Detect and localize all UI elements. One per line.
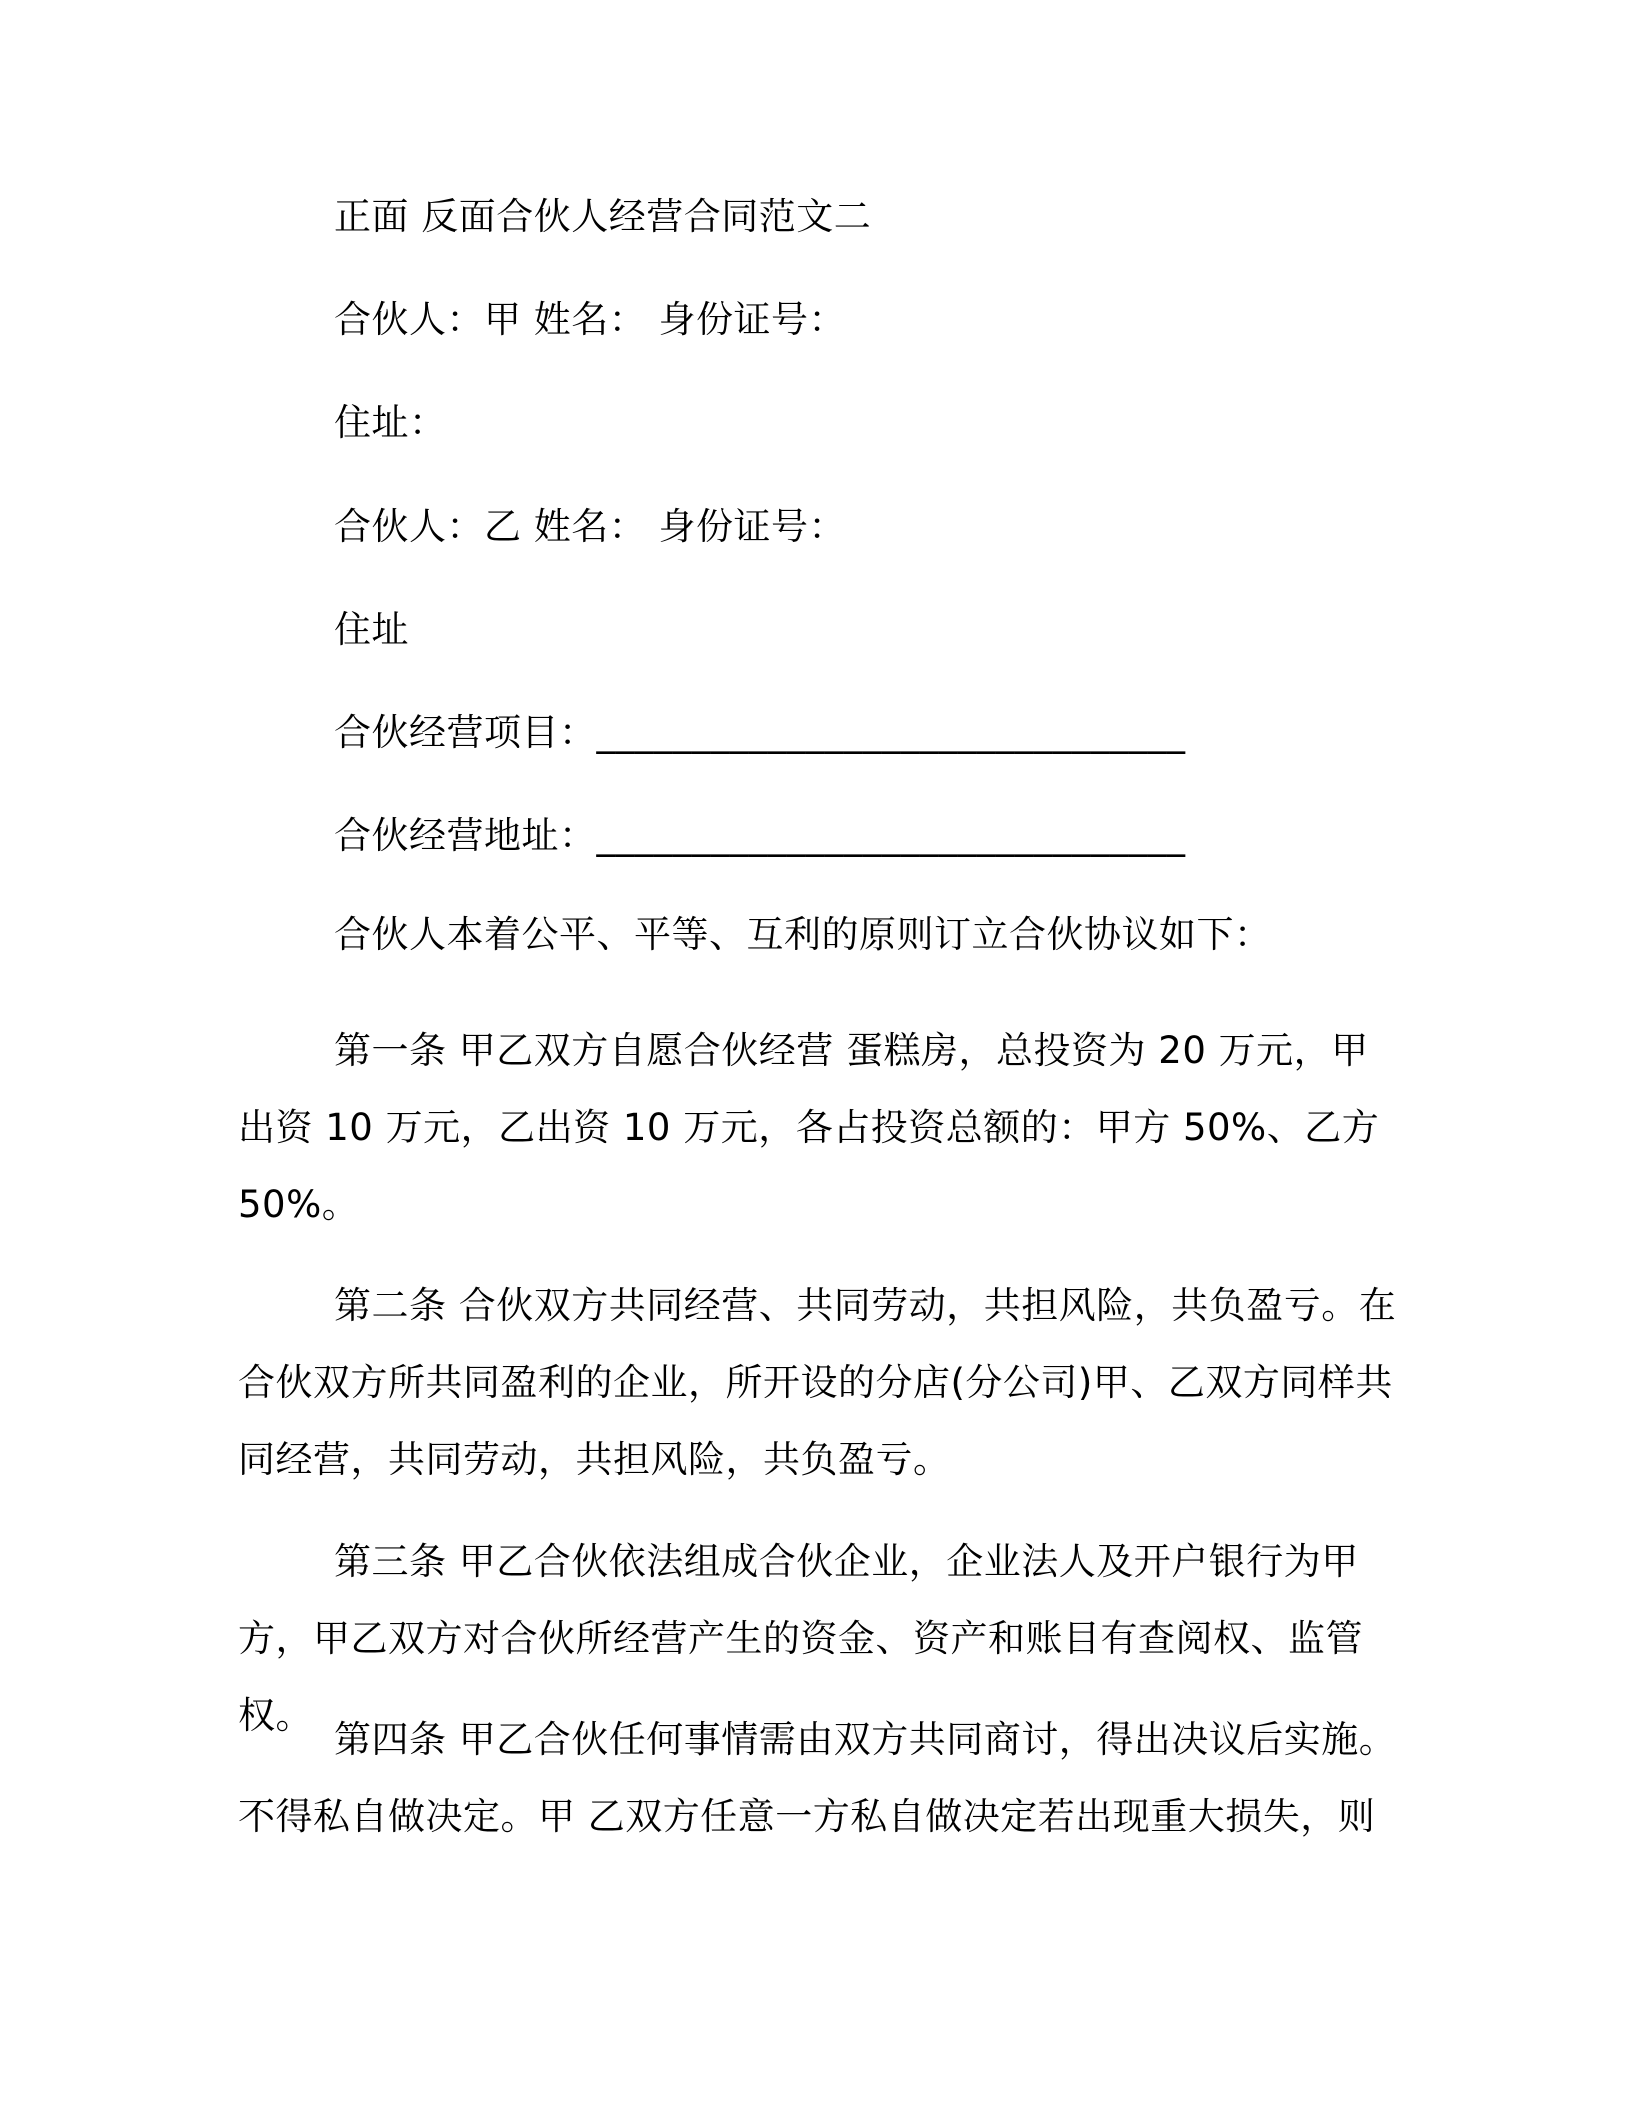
article-3: 第三条 甲乙合伙依法组成合伙企业，企业法人及开户银行为甲方，甲乙双方对合伙所经营产生的资金、资产和账目有查阅权、监管权。	[238, 1540, 1363, 1737]
intro-line: 合伙人本着公平、平等、互利的原则订立合伙协议如下：	[334, 913, 1272, 956]
article-4: 第四条 甲乙合伙任何事情需由双方共同商讨，得出决议后实施。不得私自做决定。甲 乙双方任意一方私自做决定若出现重大损失，则	[238, 1718, 1397, 1838]
article-1: 第一条 甲乙双方自愿合伙经营 蛋糕房，总投资为 20 万元，甲出资 10 万元，乙出资 10 万元，各占投资总额的：甲方 50%、乙方 50%。	[238, 1029, 1380, 1226]
address-a-line: 住址：	[334, 401, 447, 444]
document-title: 正面 反面合伙人经营合同范文二	[334, 195, 872, 238]
project-line: 合伙经营项目：_______________________________	[334, 711, 1186, 754]
article-2: 第二条 合伙双方共同经营、共同劳动，共担风险，共负盈亏。在合伙双方所共同盈利的企业，所开设的分店(分公司)甲、乙双方同样共同经营，共同劳动，共担风险，共负盈亏。	[238, 1284, 1397, 1481]
partner-b-line: 合伙人：乙 姓名： 身份证号：	[334, 505, 847, 548]
address-b-line: 住址	[334, 608, 409, 651]
location-line: 合伙经营地址：_______________________________	[334, 814, 1186, 857]
partner-a-line: 合伙人：甲 姓名： 身份证号：	[334, 298, 847, 341]
